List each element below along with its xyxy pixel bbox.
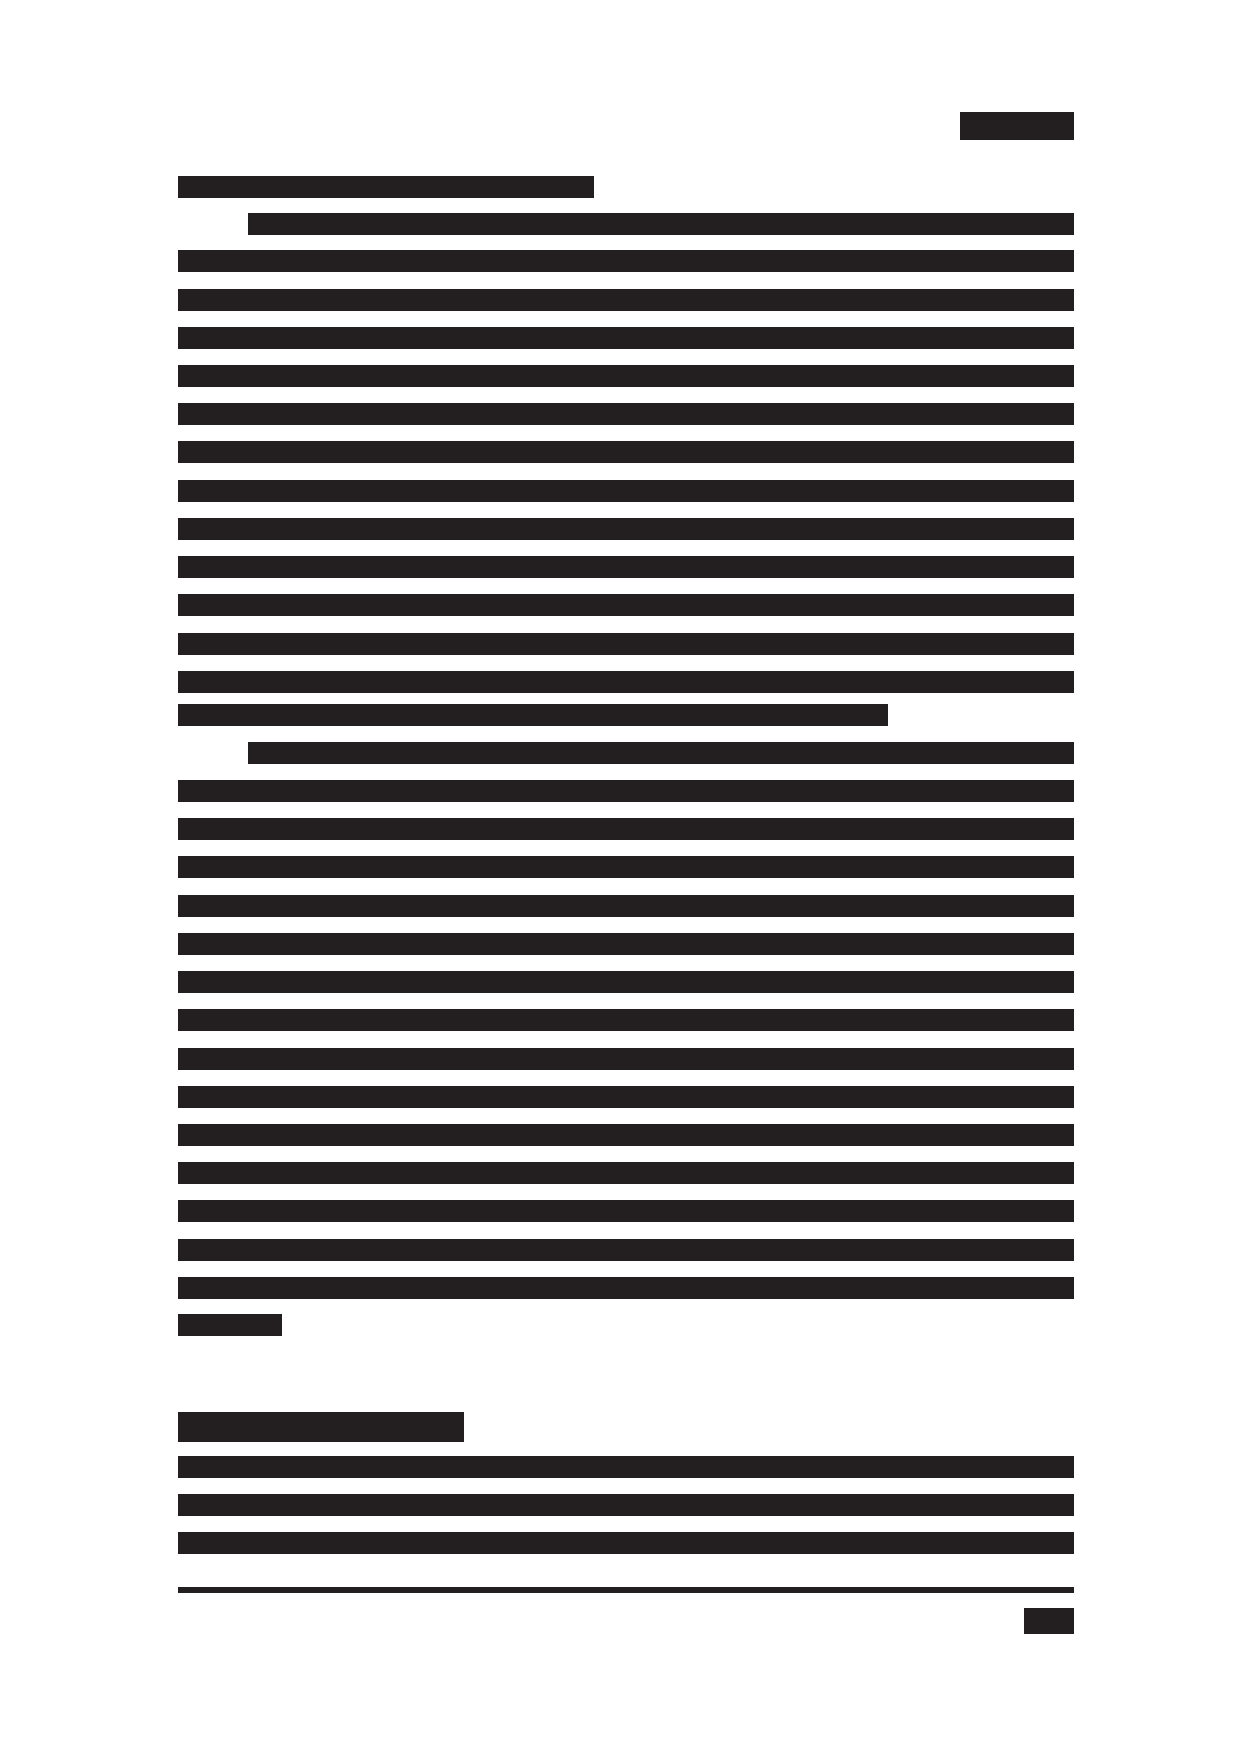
redacted-text-line — [178, 480, 1074, 502]
redacted-text-line — [178, 176, 594, 198]
redacted-text-line — [178, 327, 1074, 349]
redacted-text-line — [178, 704, 888, 726]
redacted-text-line — [178, 403, 1074, 425]
redacted-text-line — [178, 556, 1074, 578]
redacted-text-line — [178, 1239, 1074, 1261]
redacted-text-line — [178, 289, 1074, 311]
redacted-text-line — [178, 365, 1074, 387]
footer-rule — [178, 1587, 1074, 1593]
redacted-text-line — [178, 895, 1074, 917]
section-heading-redacted — [178, 1412, 464, 1442]
redacted-text-line — [178, 1048, 1074, 1070]
redacted-text-line — [178, 818, 1074, 840]
redacted-text-line — [178, 671, 1074, 693]
redacted-text-line — [178, 633, 1074, 655]
running-header-redacted — [960, 112, 1074, 140]
redacted-text-line — [178, 250, 1074, 272]
redacted-text-line — [178, 594, 1074, 616]
redacted-text-line — [178, 780, 1074, 802]
redacted-text-line — [178, 1456, 1074, 1478]
redacted-text-line — [178, 1200, 1074, 1222]
redacted-text-line — [178, 1124, 1074, 1146]
redacted-text-line — [178, 1086, 1074, 1108]
redacted-text-line — [178, 856, 1074, 878]
redacted-text-line — [178, 933, 1074, 955]
redacted-text-line — [178, 1314, 282, 1336]
redacted-text-line — [178, 1009, 1074, 1031]
redacted-text-line — [178, 1494, 1074, 1516]
page-number-redacted — [1024, 1608, 1074, 1634]
redacted-text-line — [178, 441, 1074, 463]
redacted-text-line — [248, 742, 1074, 764]
redacted-text-line — [178, 518, 1074, 540]
redacted-text-line — [248, 213, 1074, 235]
redacted-text-line — [178, 1162, 1074, 1184]
redacted-text-line — [178, 1532, 1074, 1554]
redacted-text-line — [178, 971, 1074, 993]
redacted-text-line — [178, 1277, 1074, 1299]
